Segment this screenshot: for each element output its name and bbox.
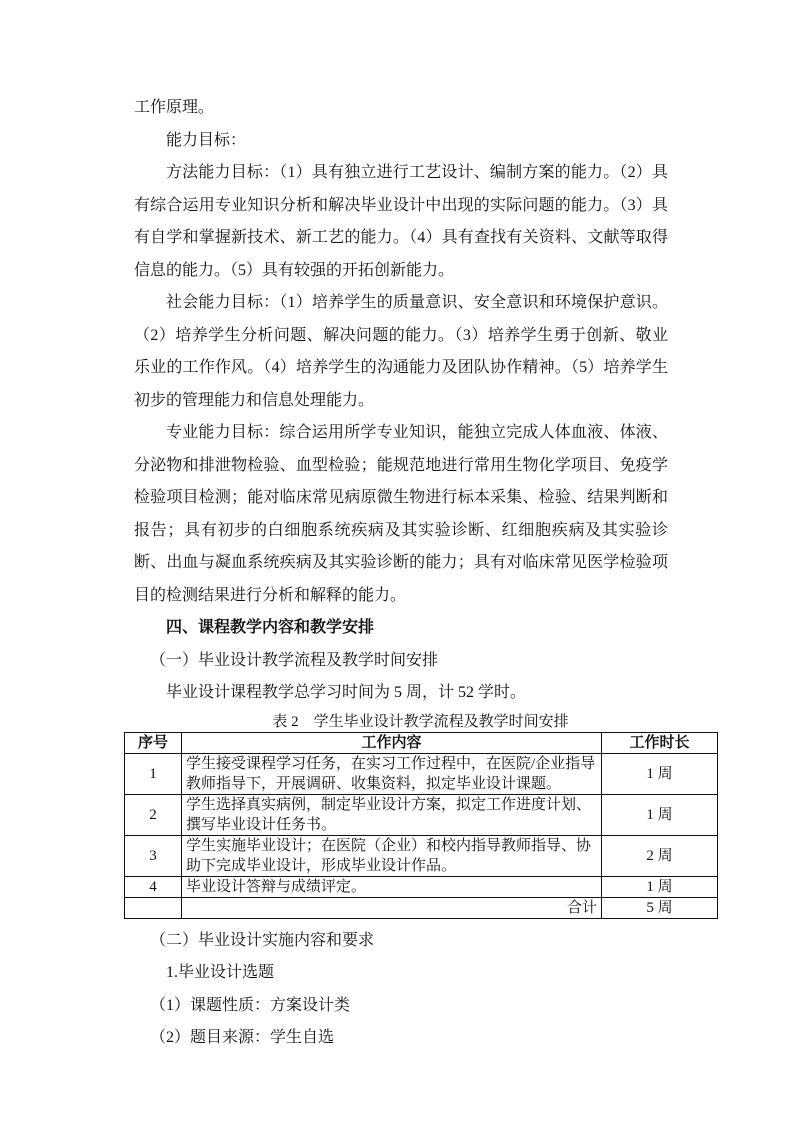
schedule-table xyxy=(124,732,718,919)
table-row xyxy=(125,835,718,876)
header-duration: 工作时长 xyxy=(602,732,718,753)
table-row xyxy=(125,876,718,897)
table-row xyxy=(125,794,718,835)
cell-content: 学生接受课程学习任务，在实习工作过程中，在医院/企业指导教师指导下，开展调研、收集资料，拟定毕业设计课题。 xyxy=(182,753,602,794)
cell-duration: 1 周 xyxy=(602,876,718,897)
total-label: 合计 xyxy=(182,897,602,918)
item-text: （1）课题性质：方案设计类 xyxy=(150,996,351,1014)
item-heading: 1.毕业设计选题 xyxy=(166,964,275,981)
paragraph-social-ability: 社会能力目标：（1）培养学生的质量意识、安全意识和环境保护意识。（2）培养学生分析问题、解决问题的能力。（3）培养学生勇于创新、敬业乐业的工作作风。（4）培养学生的沟通能力及团队协作精神。（5）培养学生初步的管理能力和信息处理能力。 xyxy=(134,294,668,409)
paragraph-total-time: 毕业设计课程教学总学习时间为 5 周，计 52 学时。 xyxy=(166,684,527,701)
cell-duration: 1 周 xyxy=(602,753,718,794)
cell-content: 学生实施毕业设计；在医院（企业）和校内指导教师指导、协助下完成毕业设计，形成毕业设计作品。 xyxy=(182,835,602,876)
subsection-heading: （一）毕业设计教学流程及教学时间安排 xyxy=(150,651,439,669)
cell-no: 4 xyxy=(125,876,182,897)
paragraph-text: 工作原理。 xyxy=(134,99,215,116)
header-content: 工作内容 xyxy=(182,732,602,753)
cell-no: 2 xyxy=(125,794,182,835)
table-header-row xyxy=(125,732,718,753)
document-body xyxy=(134,92,690,1055)
paragraph-professional-ability: 专业能力目标：综合运用所学专业知识，能独立完成人体血液、体液、分泌物和排泄物检验、血型检验；能规范地进行常用生物化学项目、免疫学检验项目检测；能对临床常见病原微生物进行标本采集、检验、结果判断和报告；具有初步的白细胞系统疾病及其实验诊断、红细胞疾病及其实验诊断、出血与凝血系统疾病及其实验诊断的能力；具有对临床常见医学检验项目的检测结果进行分析和解释的能力。 xyxy=(134,424,668,604)
cell-content: 学生选择真实病例，制定毕业设计方案，拟定工作进度计划、撰写毕业设计任务书。 xyxy=(182,794,602,835)
table-total-row xyxy=(125,897,718,918)
cell-no: 1 xyxy=(125,753,182,794)
cell-no: 3 xyxy=(125,835,182,876)
cell-content: 毕业设计答辩与成绩评定。 xyxy=(182,876,602,897)
cell-duration: 1 周 xyxy=(602,794,718,835)
section-heading: 四、课程教学内容和教学安排 xyxy=(166,619,375,636)
table-block xyxy=(124,712,717,919)
table-row xyxy=(125,753,718,794)
subsection-heading: （二）毕业设计实施内容和要求 xyxy=(150,931,375,949)
paragraph-ability-goals: 能力目标： xyxy=(166,131,247,149)
total-value: 5 周 xyxy=(602,897,718,918)
header-no: 序号 xyxy=(125,732,182,753)
cell-duration: 2 周 xyxy=(602,835,718,876)
cell-empty xyxy=(125,897,182,918)
table-caption: 表 2 学生毕业设计教学流程及教学时间安排 xyxy=(272,713,569,730)
paragraph-method-ability: 方法能力目标：（1）具有独立进行工艺设计、编制方案的能力。（2）具有综合运用专业知识分析和解决毕业设计中出现的实际问题的能力。（3）具有自学和掌握新技术、新工艺的能力。（4）具有查找有关资料、文献等取得信息的能力。（5）具有较强的开拓创新能力。 xyxy=(134,164,668,279)
item-text: （2）题目来源：学生自选 xyxy=(150,1029,335,1046)
